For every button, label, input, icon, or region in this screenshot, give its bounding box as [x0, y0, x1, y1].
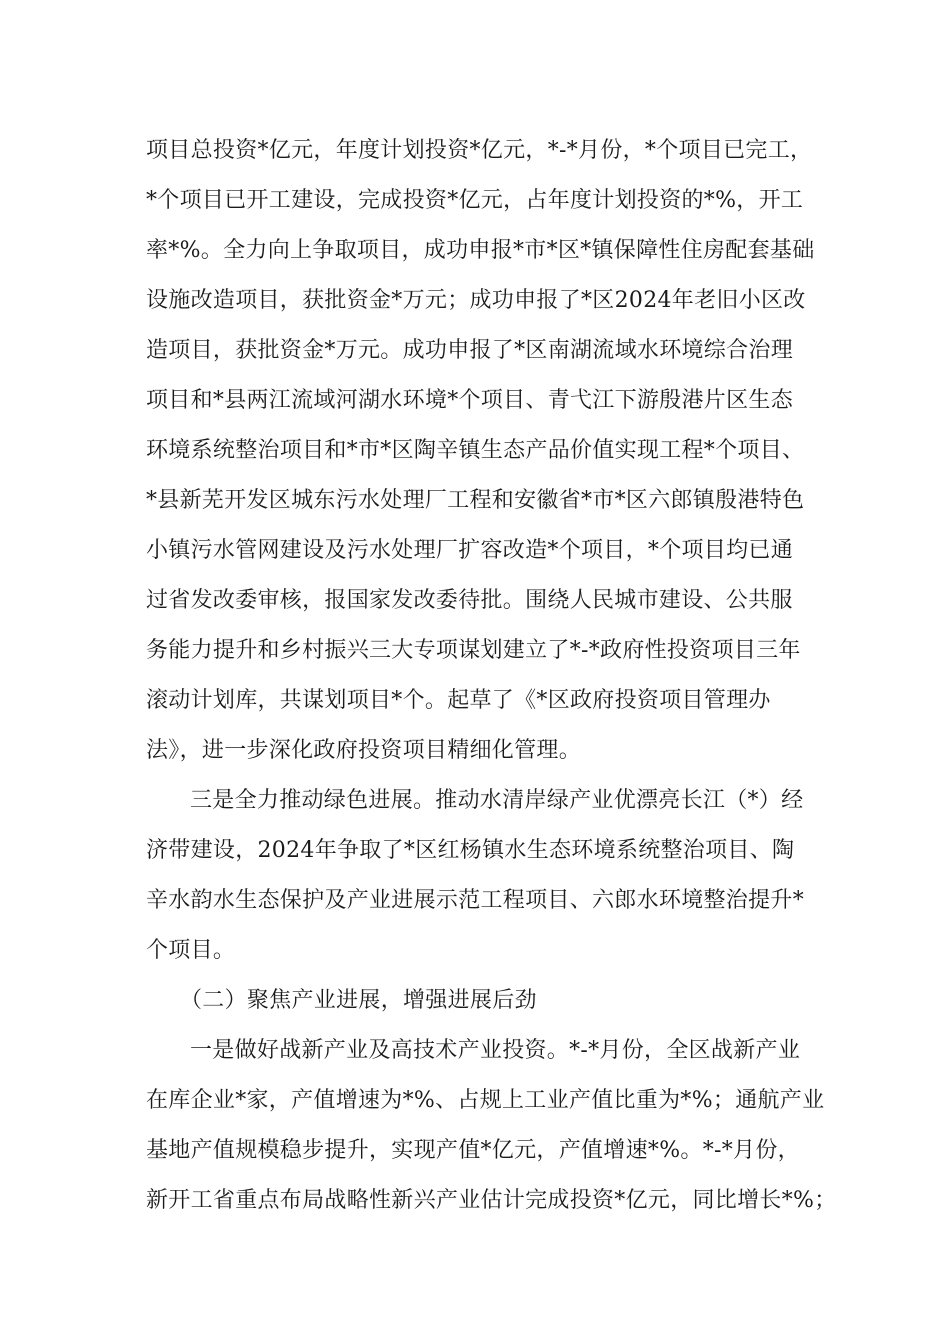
- text-line: 项目和*县两江流域河湖水环境*个项目、青弋江下游殷港片区生态: [146, 388, 794, 413]
- text-line: 过省发改委审核，报国家发改委待批。围绕人民城市建设、公共服: [146, 588, 793, 613]
- text-line: 小镇污水管网建设及污水处理厂扩容改造*个项目，*个项目均已通: [146, 538, 794, 563]
- text-line: 设施改造项目，获批资金*万元；成功申报了*区2024年老旧小区改: [146, 288, 806, 313]
- text-line: 法》，进一步深化政府投资项目精细化管理。: [146, 738, 582, 763]
- paragraph-first-line: 三是全力推动绿色进展。推动水清岸绿产业优漂亮长江（*）经: [190, 788, 804, 813]
- text-line: 新开工省重点布局战略性新兴产业估计完成投资*亿元，同比增长*%；: [146, 1188, 837, 1213]
- text-line: 个项目。: [146, 938, 236, 963]
- text-line: 滚动计划库，共谋划项目*个。起草了《*区政府投资项目管理办: [146, 688, 771, 713]
- text-line: 造项目，获批资金*万元。成功申报了*区南湖流域水环境综合治理: [146, 338, 794, 363]
- text-line: 济带建设，2024年争取了*区红杨镇水生态环境系统整治项目、陶: [146, 838, 795, 863]
- text-line: 辛水韵水生态保护及产业进展示范工程项目、六郎水环境整治提升*: [146, 888, 805, 913]
- text-line: 务能力提升和乡村振兴三大专项谋划建立了*-*政府性投资项目三年: [146, 638, 801, 663]
- text-line: 率*%。全力向上争取项目，成功申报*市*区*镇保障性住房配套基础: [146, 238, 815, 263]
- paragraph-first-line: 一是做好战新产业及高技术产业投资。*-*月份，全区战新产业: [190, 1038, 801, 1063]
- text-line: 在库企业*家，产值增速为*%、占规上工业产值比重为*%；通航产业: [146, 1088, 825, 1113]
- text-line: 项目总投资*亿元，年度计划投资*亿元，*-*月份，*个项目已完工，: [146, 138, 813, 163]
- text-line: 环境系统整治项目和*市*区陶辛镇生态产品价值实现工程*个项目、: [146, 438, 805, 463]
- text-line: *个项目已开工建设，完成投资*亿元，占年度计划投资的*%，开工: [146, 188, 804, 213]
- text-line: *县新芜开发区城东污水处理厂工程和安徽省*市*区六郎镇殷港特色: [146, 488, 805, 513]
- section-heading: （二）聚焦产业进展，增强进展后劲: [180, 988, 537, 1013]
- text-line: 基地产值规模稳步提升，实现产值*亿元，产值增速*%。*-*月份，: [146, 1138, 800, 1163]
